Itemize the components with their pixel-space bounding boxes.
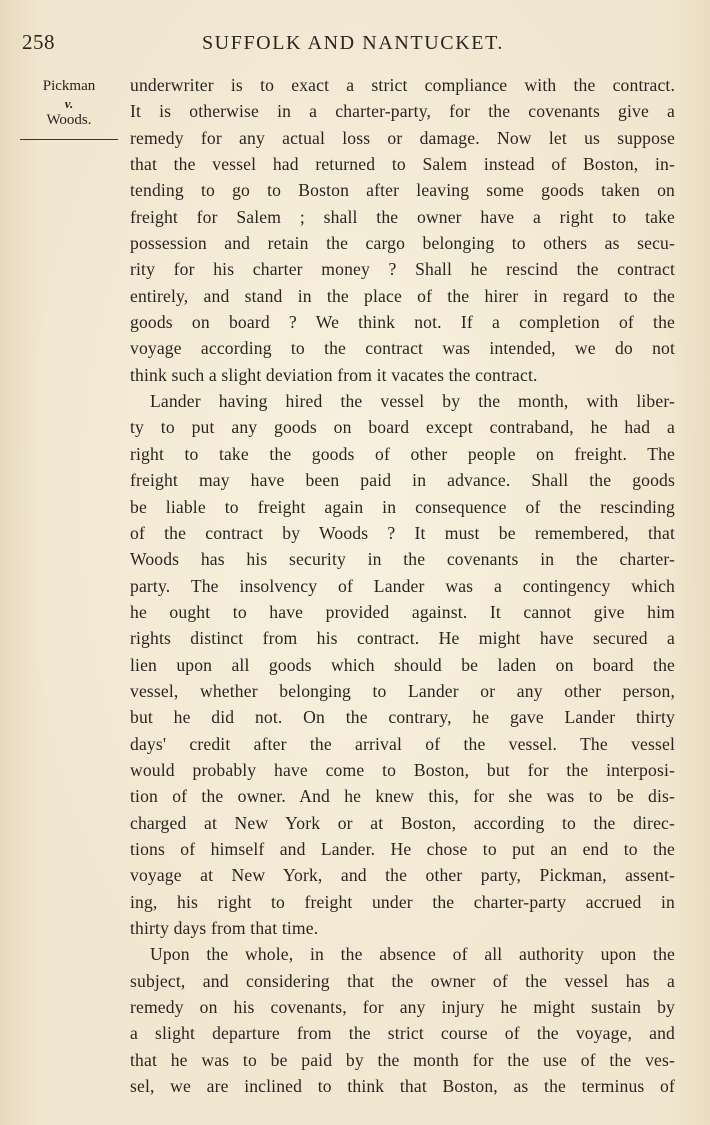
- text-line: of the contract by Woods ? It must be remembered, that: [130, 522, 675, 543]
- text-line: vessel, whether belonging to Lander or any other person,: [130, 680, 675, 701]
- body-text: [130, 72, 675, 1099]
- text-line: voyage according to the contract was intended, we do not: [130, 338, 675, 359]
- text-line: thirty days from that time.: [130, 918, 319, 938]
- text-line: rity for his charter money ? Shall he rescind the contract: [130, 259, 675, 280]
- text-line: Woods has his security in the covenants in the charter-: [130, 549, 675, 570]
- text-line: underwriter is to exact a strict compliance with the contract.: [130, 75, 675, 95]
- text-line: would probably have come to Boston, but for the interposi-: [130, 759, 675, 780]
- text-line: tion of the owner. And he knew this, for she was to be dis-: [130, 786, 675, 807]
- text-line: think such a slight deviation from it vacates the contract.: [130, 364, 538, 385]
- page-header: [22, 30, 684, 60]
- text-line: remedy for any actual loss or damage. Now let us suppose: [130, 127, 675, 148]
- text-line: a slight departure from the strict course of the voyage, and: [130, 1023, 675, 1044]
- text-line: Upon the whole, in the absence of all authority upon the: [150, 944, 675, 965]
- text-line: he ought to have provided against. It cannot give him: [130, 601, 675, 622]
- text-line: right to take the goods of other people on freight. The: [130, 443, 675, 464]
- text-line: remedy on his covenants, for any injury he might sustain by: [130, 997, 675, 1018]
- text-line: voyage at New York, and the other party, Pickman, assent-: [130, 865, 675, 886]
- text-line: tending to go to Boston after leaving some goods taken on: [130, 180, 675, 201]
- text-line: ty to put any goods on board except contraband, he had a: [130, 417, 675, 438]
- page-number: 258: [22, 30, 55, 54]
- margin-note-plaintiff: Pickman: [42, 78, 96, 94]
- text-line: entirely, and stand in the place of the hirer in regard to the: [130, 285, 675, 306]
- text-line: goods on board ? We think not. If a completion of the: [130, 312, 675, 333]
- running-title: SUFFOLK AND NANTUCKET.: [201, 32, 505, 54]
- text-line: ing, his right to freight under the charter-party accrued in: [130, 891, 675, 912]
- text-line: rights distinct from his contract. He might have secured a: [130, 628, 675, 649]
- text-line: days' credit after the arrival of the vessel. The vessel: [130, 733, 675, 754]
- margin-note-versus: v.: [64, 96, 74, 111]
- case-margin-note: [24, 78, 114, 129]
- text-line: Lander having hired the vessel by the month, with liber-: [150, 391, 675, 412]
- text-line: party. The insolvency of Lander was a contingency which: [130, 575, 675, 596]
- text-line: subject, and considering that the owner of the vessel has a: [130, 970, 675, 991]
- text-line: tions of himself and Lander. He chose to put an end to the: [130, 838, 675, 859]
- text-line: freight for Salem ; shall the owner have a right to take: [130, 206, 675, 227]
- text-line: be liable to freight again in consequence of the rescinding: [130, 496, 675, 517]
- text-line: It is otherwise in a charter-party, for the covenants give a: [130, 101, 675, 122]
- text-line: charged at New York or at Boston, according to the direc-: [130, 812, 675, 833]
- text-line: but he did not. On the contrary, he gave Lander thirty: [130, 707, 675, 728]
- text-line: lien upon all goods which should be laden on board the: [130, 654, 675, 675]
- margin-note-defendant: Woods.: [46, 112, 92, 128]
- text-line: possession and retain the cargo belonging to others as secu-: [130, 233, 675, 254]
- text-line: freight may have been paid in advance. Shall the goods: [130, 470, 675, 491]
- text-line: sel, we are inclined to think that Boston, as the terminus of: [130, 1076, 675, 1097]
- text-line: that the vessel had returned to Salem instead of Boston, in-: [130, 154, 675, 175]
- text-line: that he was to be paid by the month for the use of the ves-: [130, 1049, 675, 1070]
- margin-note-rule: [20, 139, 118, 140]
